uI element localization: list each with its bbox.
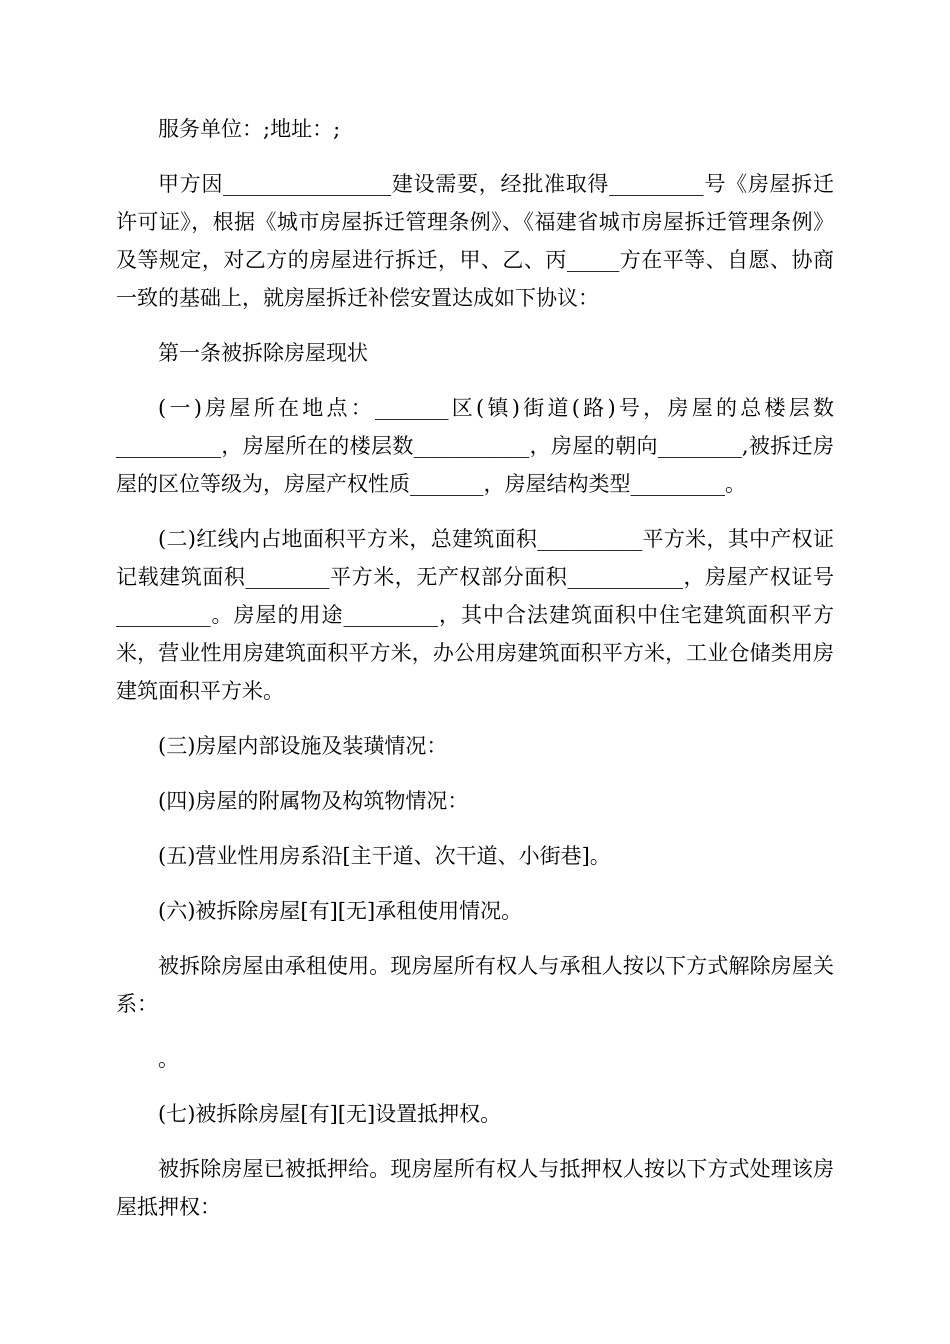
clause-7-mortgage: (七)被拆除房屋[有][无]设置抵押权。 <box>158 1102 502 1126</box>
service-unit-line: 服务单位：;地址：; <box>158 117 341 141</box>
clause-2-area: (二)红线内占地面积平方米，总建筑面积__________平方米，其中产权证记载建筑面积________平方米，无产权部分面积___________，房屋产权证号_________。房屋的用途_________，其中合法建筑面积中住宅建筑面积平方米，营业性用房建筑面积平方米，办公用房建筑面积平方米，工业仓储类用房建筑面积平方米。 <box>116 527 834 703</box>
clause-3-interior: (三)房屋内部设施及装璜情况： <box>158 734 448 758</box>
document-page <box>116 110 834 1226</box>
clause-4-attachments: (四)房屋的附属物及构筑物情况： <box>158 789 469 813</box>
lease-termination-paragraph: 被拆除房屋由承租使用。现房屋所有权人与承租人按以下方式解除房屋关系： <box>116 954 834 1016</box>
mortgage-handling-paragraph: 被拆除房屋已被抵押给。现房屋所有权人与抵押权人按以下方式处理该房屋抵押权： <box>116 1157 834 1219</box>
preamble-paragraph: 甲方因________________建设需要，经批准取得_________号《房屋拆迁许可证》，根据《城市房屋拆迁管理条例》、《福建省城市房屋拆迁管理条例》及等规定，对乙方的房屋进行拆迁，甲、乙、丙_____方在平等、自愿、协商一致的基础上，就房屋拆迁补偿安置达成如下协议： <box>116 172 834 310</box>
article-one-heading: 第一条被拆除房屋现状 <box>158 341 368 365</box>
lease-termination-end: 。 <box>158 1047 179 1071</box>
clause-6-lease: (六)被拆除房屋[有][无]承租使用情况。 <box>158 899 523 923</box>
clause-1-location: (一)房屋所在地点：_______区(镇)街道(路)号，房屋的总楼层数__________，房屋所在的楼层数___________，房屋的朝向________,被拆迁房屋的区位等级为，房屋产权性质_______，房屋结构类型_________。 <box>116 396 834 496</box>
clause-5-commercial: (五)营业性用房系沿[主干道、次干道、小街巷]。 <box>158 844 611 868</box>
